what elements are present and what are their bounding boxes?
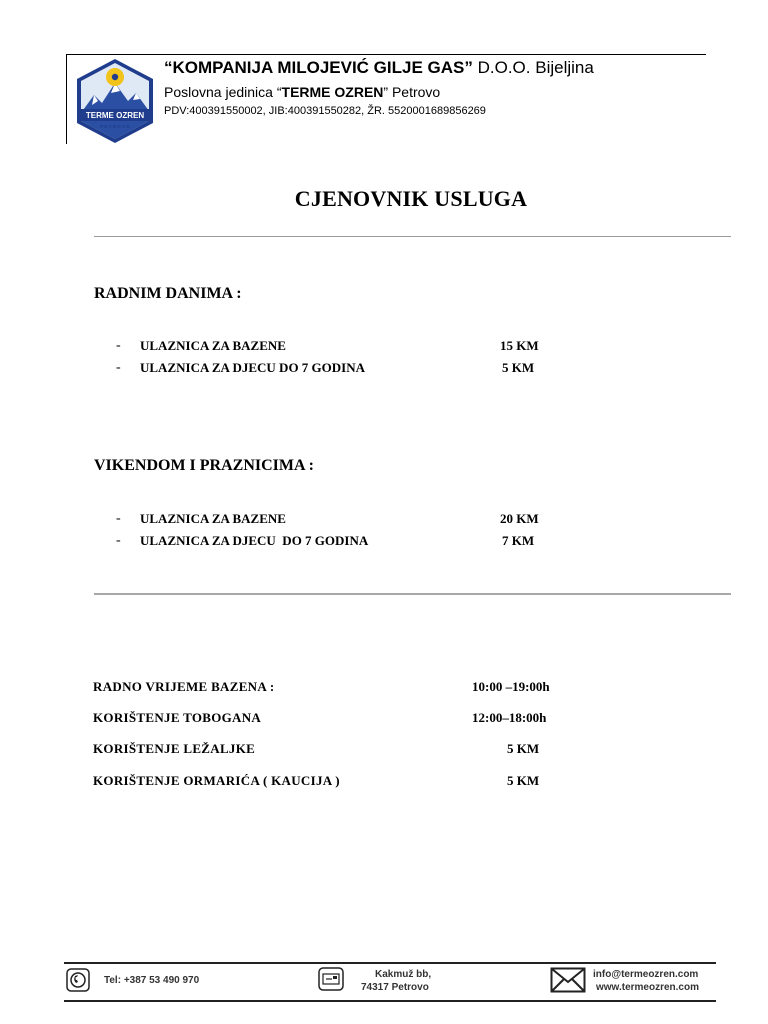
price-item-label: ULAZNICA ZA DJECU DO 7 GODINA <box>140 533 369 548</box>
list-item <box>116 532 121 549</box>
unit-line <box>164 84 440 100</box>
price-item-label: ULAZNICA ZA DJECU DO 7 GODINA <box>140 360 365 375</box>
header-top-line <box>66 54 706 55</box>
unit-name: TERME OZREN <box>281 84 384 100</box>
list-item <box>116 510 121 527</box>
weekends-heading: VIKENDOM I PRAZNICIMA : <box>94 457 314 474</box>
address-icon <box>318 967 344 991</box>
footer-address-line1: Kakmuž bb, <box>375 969 432 980</box>
info-label: KORIŠTENJE TOBOGANA <box>93 710 262 725</box>
list-dash: - <box>116 533 121 548</box>
price-item-label: ULAZNICA ZA BAZENE <box>140 511 286 526</box>
price-item-value: 20 KM <box>500 511 539 526</box>
unit-prefix: Poslovna jedinica “ <box>164 84 282 100</box>
info-value: 10:00 –19:00h <box>472 679 550 694</box>
price-item-value: 15 KM <box>500 338 539 353</box>
divider <box>94 593 731 595</box>
header-left-line <box>66 54 67 144</box>
page-title: CJENOVNIK USLUGA <box>294 186 528 211</box>
tax-ids: PDV:400391550002, JIB:400391550282, ŽR. 5520001689856269 <box>164 105 486 117</box>
company-name: “KOMPANIJA MILOJEVIĆ GILJE GAS” <box>164 58 473 77</box>
list-item <box>116 337 121 354</box>
divider <box>94 236 731 237</box>
info-label: RADNO VRIJEME BAZENA : <box>93 679 275 694</box>
logo-text: TERME OZREN <box>85 111 145 120</box>
weekdays-heading: RADNIM DANIMA : <box>94 285 242 302</box>
footer-email[interactable]: info@termeozren.com <box>593 969 699 980</box>
info-value: 5 KM <box>507 773 540 788</box>
phone-icon <box>66 968 90 992</box>
list-dash: - <box>116 360 121 375</box>
company-suffix: D.O.O. Bijeljina <box>477 58 594 77</box>
info-label: KORIŠTENJE LEŽALJKE <box>93 741 256 756</box>
list-dash: - <box>116 511 121 526</box>
company-name-line <box>164 58 594 78</box>
email-icon <box>550 967 586 993</box>
terme-ozren-logo <box>74 57 156 145</box>
price-item-value: 5 KM <box>502 360 535 375</box>
info-label: KORIŠTENJE ORMARIĆA ( KAUCIJA ) <box>93 773 340 788</box>
footer-address-line2: 74317 Petrovo <box>361 982 429 993</box>
logo-subtext: P E T R O V O <box>100 124 130 129</box>
list-dash: - <box>116 338 121 353</box>
unit-suffix: ” Petrovo <box>383 84 441 100</box>
price-item-label: ULAZNICA ZA BAZENE <box>140 338 286 353</box>
info-value: 5 KM <box>507 741 540 756</box>
info-value: 12:00–18:00h <box>472 710 547 725</box>
price-item-value: 7 KM <box>502 533 535 548</box>
list-item <box>116 359 121 376</box>
footer-website[interactable]: www.termeozren.com <box>596 982 699 993</box>
footer-phone: Tel: +387 53 490 970 <box>104 975 200 986</box>
